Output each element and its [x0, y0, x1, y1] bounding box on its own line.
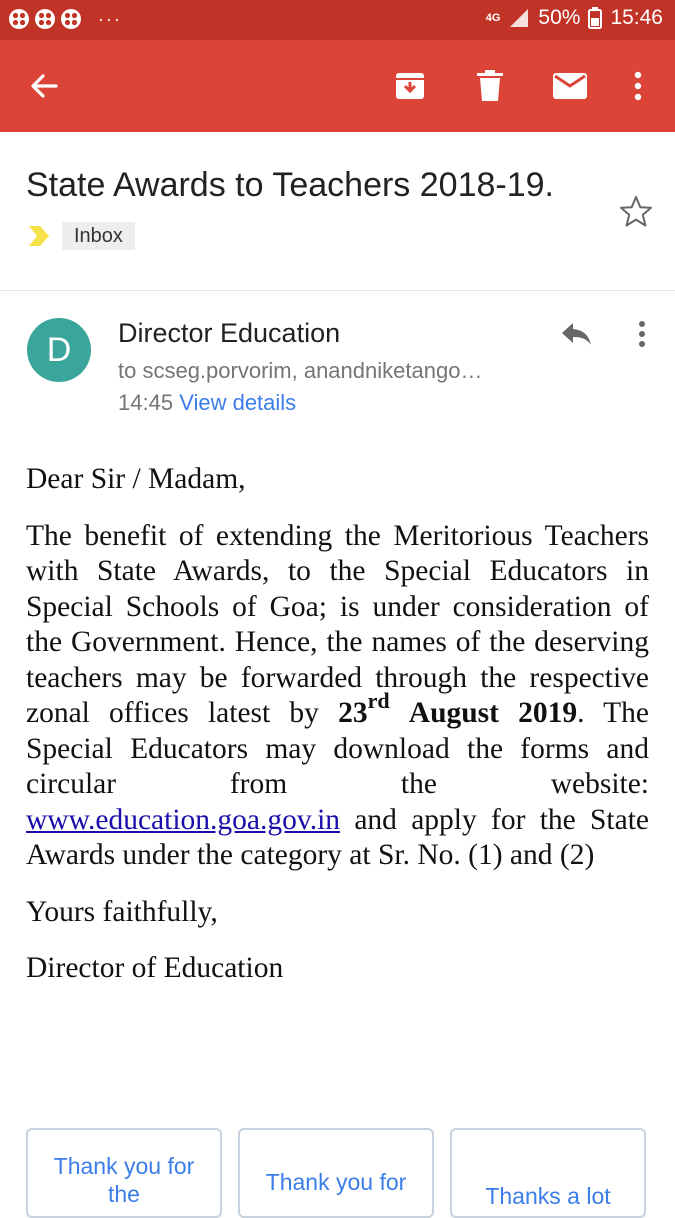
deadline-suffix: rd — [367, 688, 390, 713]
delete-button[interactable] — [466, 62, 514, 110]
signature: Director of Education — [26, 952, 284, 984]
trash-icon — [476, 70, 504, 102]
greeting: Dear Sir / Madam, — [26, 463, 246, 495]
signal-icon — [508, 8, 530, 28]
smart-reply-button[interactable]: Thank you for the — [26, 1128, 222, 1218]
website-link[interactable]: www.education.goa.gov.in — [26, 803, 341, 836]
email-subject: State Awards to Teachers 2018-19. — [26, 166, 554, 204]
notification-icons — [8, 8, 122, 30]
deadline-month-year: August 2019 — [408, 697, 578, 729]
more-vert-icon — [637, 320, 647, 348]
inbox-label-chip[interactable]: Inbox — [62, 222, 135, 250]
notification-app-icon — [8, 8, 30, 30]
network-type: 4G — [485, 12, 501, 24]
smart-replies — [26, 1128, 650, 1208]
more-vert-icon — [633, 71, 643, 101]
back-button[interactable] — [20, 62, 68, 110]
back-arrow-icon — [29, 71, 59, 101]
deadline-day: 23rd — [338, 688, 390, 729]
importance-marker-icon[interactable] — [28, 223, 50, 249]
body-text: The benefit of extending the Meritorious Teachers with State Awards, to the Special Educators in Special Schools of Goa; is under consideration of the Government. Hence, the names of the deserving teachers may be forwarded through the respective zonal offices latest by — [26, 519, 649, 729]
sender-avatar[interactable]: D — [27, 318, 91, 382]
mark-unread-button[interactable] — [546, 62, 594, 110]
more-notifications-indicator: ··· — [98, 9, 122, 29]
email-meta — [118, 390, 296, 416]
message-more-button[interactable] — [624, 314, 660, 354]
body-paragraph — [26, 519, 649, 874]
body-text: . The Special Educators may download the forms and circular from the website: — [26, 697, 650, 800]
smart-reply-button[interactable]: Thanks a lot — [450, 1128, 646, 1218]
system-indicators — [486, 6, 663, 30]
battery-percent: 50% — [538, 6, 581, 29]
divider — [0, 290, 675, 291]
more-options-button[interactable] — [614, 62, 662, 110]
closing: Yours faithfully, — [26, 895, 218, 928]
star-icon[interactable] — [618, 194, 654, 230]
notification-app-icon — [34, 8, 56, 30]
reply-button[interactable] — [556, 314, 596, 354]
archive-button[interactable] — [386, 62, 434, 110]
email-time: 14:45 — [118, 390, 174, 415]
reply-icon — [560, 321, 592, 347]
recipients: to scseg.porvorim, anandniketango… — [118, 358, 483, 383]
notification-app-icon — [60, 8, 82, 30]
sender-name[interactable]: Director Education — [118, 318, 341, 348]
app-toolbar — [0, 40, 675, 132]
body-text: and apply for the State Awards under the category at Sr. No. (1) and (2) — [26, 803, 649, 871]
email-body — [26, 462, 649, 1008]
mail-icon — [552, 72, 588, 100]
clock: 15:46 — [610, 6, 663, 29]
smart-reply-button[interactable]: Thank you for — [238, 1128, 434, 1218]
label-row — [28, 222, 135, 250]
view-details-link[interactable]: View details — [179, 390, 297, 415]
status-bar — [0, 0, 675, 40]
archive-icon — [394, 70, 426, 102]
battery-icon — [588, 7, 602, 29]
